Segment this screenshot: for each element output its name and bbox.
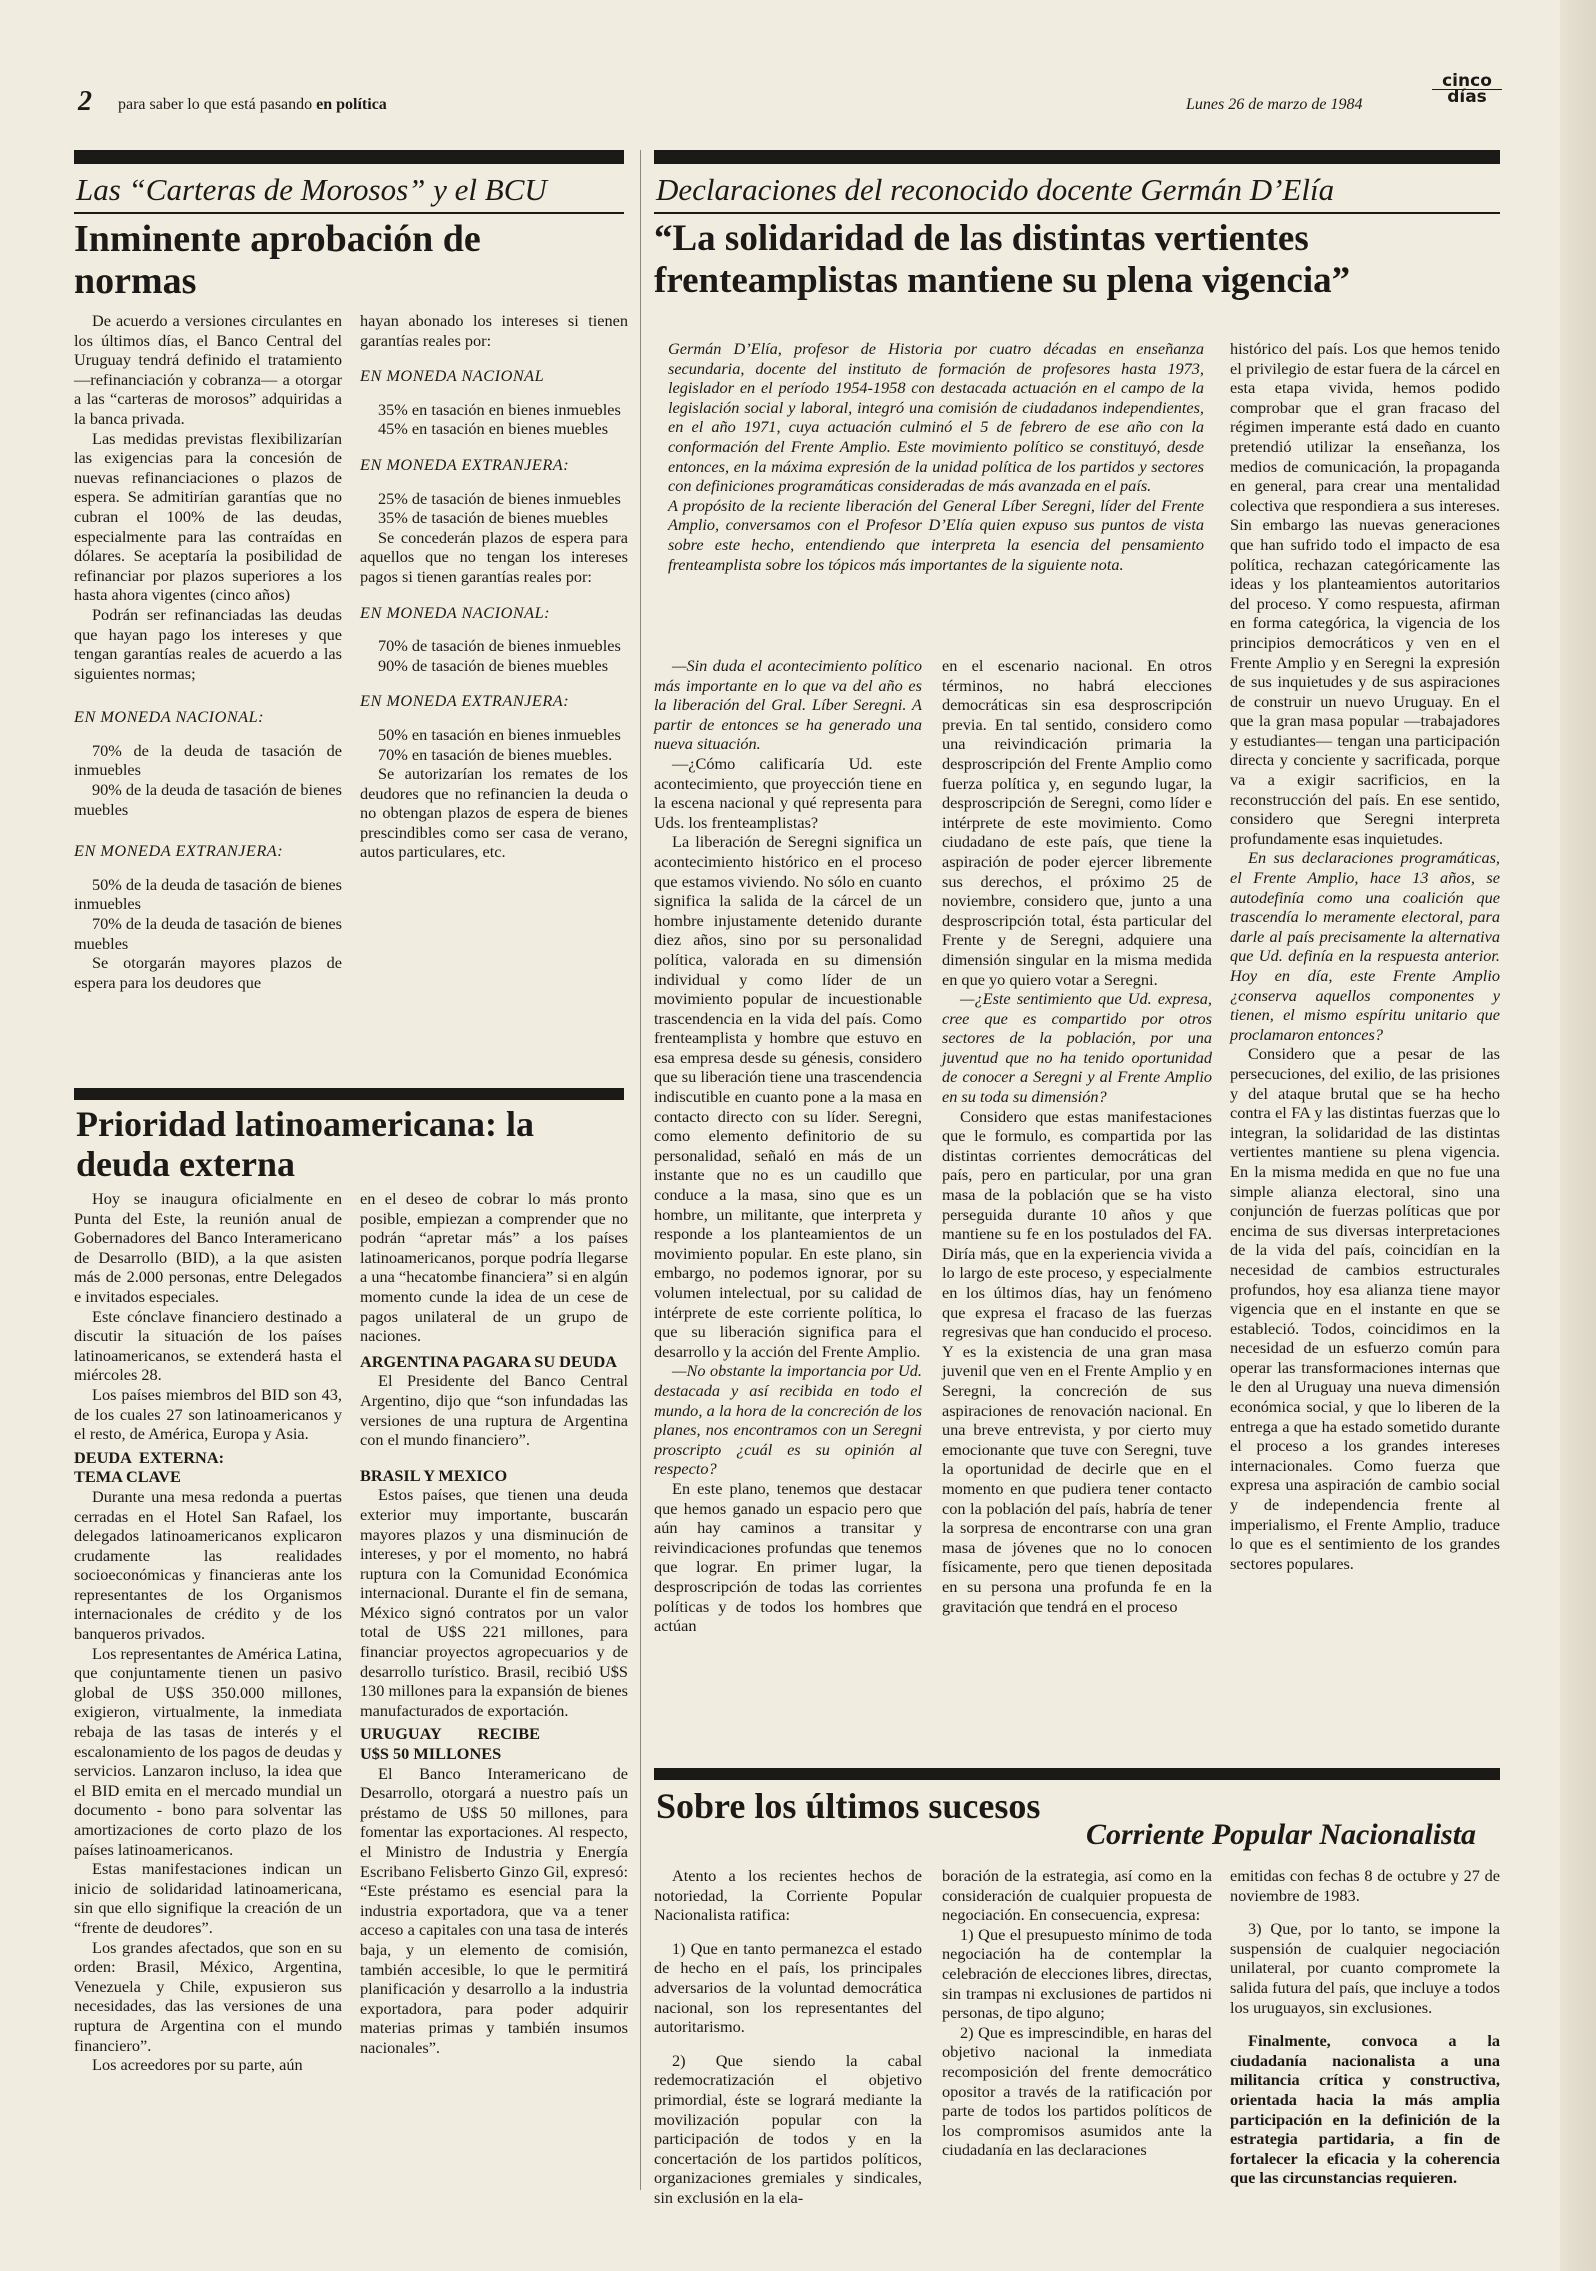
paragraph: —¿Cómo calificaría Ud. este acontecimiento, que proyección tiene en la escena nacional y qué representa para Uds. los frenteamplistas? — [654, 753, 922, 832]
paragraph: histórico del país. Los que hemos tenido el privilegio de estar fuera de la cárcel en esta etapa vivida, hemos podido comprobar que el gran fracaso del régimen imperante está dado en cuanto pretendió utilizar la enseñanza, los medios de comunicación, la propaganda en general, para crear una mentalidad colectiva que respondiera a sus intereses. Sin embargo las nuevas generaciones que han sufrido todo el impacto de esa política, rechazan categóricamente las ideas y los planteamientos autoritarios del proceso. Y como respuesta, afirman en forma categórica, la vigencia de los principios democráticos y ven en el Frente Amplio y en Seregni la expresión de sus inquietudes y de sus aspiraciones de construir un nuevo Uruguay. En el que la gran masa popular —trabajadores y estudiantes— tengan una participación directa y conciente y sacrificada, porque va a exigir sacrificios, en la reconstrucción del país. En ese sentido, considero que Seregni interpreta profundamente esas inquietudes. — [1230, 339, 1500, 848]
paragraph: De acuerdo a versiones circulantes en los últimos días, el Banco Central del Uruguay tendrá definido el tratamiento —refinanciación y cobranza— a otorgar a las “carteras de morosos” adquiridas a la banca privada. — [74, 311, 342, 428]
paragraph: boración de la estrategia, así como en la consideración de cualquier propuesta de negociación. En consecuencia, expresa: — [942, 1866, 1212, 1925]
article4-column-3 — [1230, 1866, 1500, 2188]
list-item: 25% de tasación de bienes inmuebles — [378, 488, 621, 508]
paragraph: La liberación de Seregni significa un acontecimiento histórico en el proceso que estamos viviendo. No sólo en cuanto significa la salida de la cárcel de un hombre injustamente detenido durante diez años, sino por su personalidad política, valorada en su dimensión individual y como líder de un movimiento popular de incuestionable trascendencia en la vida del país. Como frenteamplista y hombre que estuvo en esa empresa desde su génesis, considero que su liberación tiene una trascendencia indiscutible en cuanto pone a la masa en contacto directo con su líder. Seregni, como elemento definitorio de su personalidad, señaló en más de un instante que no es un caudillo que conduce a la masa, sino que es un hombre, un militante, que interpreta y responde a los planteamientos de un movimiento popular. En este plano, sin embargo, no podemos ignorar, por su volumen intelectual, por su calidad de intérprete de este corriente política, lo que su liberación significa para el desarrollo y la acción del Frente Amplio. — [654, 832, 922, 1361]
subheading: URUGUAY RECIBE U$S 50 MILLONES — [360, 1724, 540, 1764]
article1-top-rule — [74, 150, 624, 164]
paragraph: Este cónclave financiero destinado a discutir la situación de los países latinoamericanos, se extenderá hasta el miércoles 28. — [74, 1306, 342, 1385]
paragraph: Atento a los recientes hechos de notoriedad, la Corriente Popular Nacionalista ratifica: — [654, 1866, 922, 1925]
article4-top-rule — [654, 1768, 1500, 1780]
paragraph: Los grandes afectados, que son en su orden: Brasil, México, Argentina, Venezuela y Chile, expusieron sus necesidades, das las versiones de una ruptura de Argentina con el mundo financiero”. — [74, 1937, 342, 2055]
logo-line-2: días — [1447, 87, 1487, 107]
paragraph: 3) Que, por lo tanto, se impone la suspensión de cualquier negociación unilateral, por cuanto compromete la salida futura del país, que incluye a todos los uruguayos, sin exclusiones. — [1230, 1919, 1500, 2017]
subheading: EN MONEDA NACIONAL: — [74, 707, 265, 727]
paragraph: Finalmente, convoca a la ciudadanía nacionalista a una militancia crítica y constructiva, orientada hacia la más amplia participación en la definición de la estrategia partidaria, a fin de fortalecer la eficacia y la coherencia que las circunstancias requieren. — [1230, 2031, 1500, 2188]
article1-headline: Inminente aprobación de normas — [74, 218, 481, 302]
subheading: EN MONEDA EXTRANJERA: — [360, 454, 570, 474]
paragraph: Los acreedores por su parte, aún — [92, 2055, 303, 2075]
paragraph: en el escenario nacional. En otros términos, no habrá elecciones democráticas sin esa desproscripción previa. En tal sentido, considero como una reivindicación primaria la desproscripción del Frente Amplio como fuerza política y, en segundo lugar, la desproscripción de Seregni, como líder e intérprete de este movimiento. Como ciudadano de este país, que tiene la aspiración de poder ejercer libremente sus derechos, el próximo 25 de noviembre, considero que, junto a una desproscripción total, ésta particular del Frente y de Seregni, adquiere una dimensión singular en la misma medida en que yo quiero votar a Seregni. — [942, 656, 1212, 989]
article3-column-3 — [1230, 339, 1500, 1573]
question: —¿Este sentimiento que Ud. expresa, cree que es compartido por otros sectores de la población, por una juventud que no ha tenido oportunidad de conocer a Seregni y al Frente Amplio en su toda su dimensión? — [942, 989, 1212, 1107]
article2-top-rule — [74, 1088, 624, 1100]
subheading: EN MONEDA EXTRANJERA: — [74, 841, 284, 861]
list-item: 35% de tasación de bienes muebles — [378, 508, 609, 528]
article4-column-2 — [942, 1866, 1212, 2160]
subheading: EN MONEDA NACIONAL: — [360, 602, 551, 622]
intro-paragraph: A propósito de la reciente liberación del General Líber Seregni, líder del Frente Amplio, conversamos con el Profesor D’Elía quien expuso sus puntos de vista sobre este hecho, entendiendo que interpreta la esencia del pensamiento frenteamplista sobre los tópicos más importantes de la siguiente nota. — [668, 495, 1204, 574]
article4-subtitle: Corriente Popular Nacionalista — [1086, 1818, 1477, 1851]
article3-column-2 — [942, 656, 1212, 1616]
list-item: 70% de la deuda de tasación de bienes muebles — [74, 914, 342, 953]
list-item: 70% de la deuda de tasación de inmuebles — [74, 740, 342, 780]
question: En sus declaraciones programáticas, el Frente Amplio, hace 13 años, se autodefinía como una coalición que trascendía lo meramente electoral, para darle al país precisamente la alternativa que Ud. definía en la respuesta anterior. Hoy en día, este Frente Amplio ¿conserva aquellos componentes y tienen, el mismo espíritu unitario que proclamaron entonces? — [1230, 848, 1500, 1044]
list-item: Se autorizarían los remates de los deudores que no refinancien la deuda o no obtengan plazos de espera de bienes prescindibles como ser casa de verano, autos particulares, etc. — [360, 764, 628, 862]
paragraph: Considero que a pesar de las persecuciones, del exilio, de las prisiones y del ataque brutal que se ha hecho contra el FA y las distintas fuerzas que lo integran, la solidaridad de las distintas vertientes mantiene su plena vigencia. En la misma medida en que no fue una simple alianza electoral, sino una conjunción de fuerzas políticas que por encima de sus diversas interpretaciones de la vida del país, coincidían en la necesidad de cambios estructurales profundos, hoy esa alianza tiene mayor vigencia que en el instante en que se estableció. Todos, coincidimos en la necesidad de un esfuerzo común para operar las transformaciones internas que le den al Uruguay una nueva dimensión económica social, y que lo liberen de la entrega a que ha estado sometido durante el proceso a los grandes intereses internacionales. Como fuerza que expresa una aspiración de cambio social y de independencia frente al imperialismo, el Frente Amplio, traduce lo que es el sentimiento de los grandes sectores populares. — [1230, 1044, 1500, 1573]
list-item: 70% en tasación de bienes muebles. — [378, 744, 613, 764]
page-fold-edge — [1560, 0, 1596, 2271]
list-item: 45% en tasación en bienes muebles — [378, 419, 609, 439]
paragraph: emitidas con fechas 8 de octubre y 27 de noviembre de 1983. — [1230, 1866, 1500, 1905]
article4-column-1 — [654, 1866, 922, 2208]
list-item: Se otorgarán mayores plazos de espera para los deudores que — [74, 953, 342, 992]
article1-column-2 — [360, 311, 628, 862]
subheading: BRASIL Y MEXICO — [360, 1465, 508, 1485]
question: —No obstante la importancia por Ud. destacada y así recibida en todo el mundo, a la hora de la concreción de los planes, nos encontramos con un Seregni proscripto ¿cuál es su opinión al respecto? — [654, 1361, 922, 1479]
paragraph: hayan abonado los intereses si tienen garantías reales por: — [360, 311, 628, 350]
article2-column-1 — [74, 1189, 342, 2075]
paragraph: En este plano, tenemos que destacar que hemos ganado un espacio pero que aún hay caminos a transitar y reivindicaciones profundas que tenemos que lograr. En primer lugar, la desproscripción de todas las corrientes políticas y de todos los hombres que actúan — [654, 1478, 922, 1636]
list-item: 50% en tasación en bienes inmuebles — [378, 724, 621, 744]
paragraph: 1) Que en tanto permanezca el estado de hecho en el país, los principales adversarios de la voluntad democrática nacional, son los representantes del autoritarismo. — [654, 1938, 922, 2037]
article3-headline: “La solidaridad de las distintas vertientes frenteamplistas mantiene su plena vigencia” — [654, 218, 1351, 301]
paragraph: Estos países, que tienen una deuda exterior muy importante, buscarán mayores plazos y una disminución de intereses, y por el momento, no habrá ruptura con la Comunidad Económica internacional. Durante el fin de semana, México signó contratos por un valor total de U$S 221 millones, para financiar proyectos agropecuarios y de desarrollo turístico. Brasil, recibió U$S 130 millones para la expansión de bienes manufacturados de exportación. — [360, 1485, 628, 1720]
paragraph: 2) Que es imprescindible, en haras del objetivo nacional la inmediata recomposición del frente democrático opositor a través de la ratificación por parte de todos los partidos políticos de los compromisos asumidos ante la ciudadanía en las declaraciones — [942, 2022, 1212, 2160]
question: —Sin duda el acontecimiento político más importante en lo que va del año es la liberación del Gral. Líber Seregni. A partir de entonces se ha generado una nueva situación. — [654, 656, 922, 754]
subheading: ARGENTINA PAGARA SU DEUDA — [360, 1351, 618, 1371]
intro-paragraph: Germán D’Elía, profesor de Historia por cuatro décadas en enseñanza secundaria, docente del instituto de formación de profesores hasta 1973, legislador en el período 1954-1958 con destacada actuación en el campo de la legislación social y laboral, integró una comisión de ciudadanos independientes, en el año 1971, cuya actuación culminó el 5 de febrero de ese año con la conformación del Frente Amplio. Este movimiento político se constituyó, desde entonces, en la máxima expresión de la unidad política de los partidos y sectores con definiciones programáticas consideradas de más avanzada en el país. — [668, 339, 1204, 496]
section-line — [118, 96, 387, 114]
article3-kicker-rule — [654, 212, 1500, 214]
article3-kicker: Declaraciones del reconocido docente Germán D’Elía — [656, 172, 1335, 207]
column-divider — [640, 150, 641, 2190]
issue-date: Lunes 26 de marzo de 1984 — [1186, 96, 1363, 113]
list-item: 90% de la deuda de tasación de bienes muebles — [74, 780, 342, 819]
article3-column-1 — [654, 656, 922, 1636]
list-item: Se concederán plazos de espera para aquellos que no tengan los intereses pagos si tienen garantías reales por: — [360, 527, 628, 586]
paragraph: en el deseo de cobrar lo más pronto posible, empiezan a comprender que no podrán “apretar más” a los países latinoamericanos, porque podría llegarse a una “hecatombe financiera” si en algún momento cunde la idea de un cese de pagos unilateral de un grupo de naciones. — [360, 1189, 628, 1346]
list-item: 50% de la deuda de tasación de bienes inmuebles — [74, 874, 342, 914]
list-item: 35% en tasación en bienes inmuebles — [378, 399, 621, 419]
article2-headline: Prioridad latinoamericana: la deuda externa — [76, 1104, 534, 1184]
paragraph: Estas manifestaciones indican un inicio de solidaridad latinoamericana, sin que ello signifique la creación de un “frente de deudores”. — [74, 1859, 342, 1937]
paragraph: Podrán ser refinanciadas las deudas que hayan pago los intereses y que tengan garantías reales de acuerdo a las siguientes normas; — [74, 604, 342, 683]
list-item: 90% de tasación de bienes muebles — [378, 655, 609, 675]
section-text: para saber lo que está pasando — [118, 96, 313, 113]
article1-kicker-rule — [74, 212, 624, 214]
article3-intro — [668, 339, 1204, 574]
article2-column-2 — [360, 1189, 628, 2058]
paragraph: Durante una mesa redonda a puertas cerradas en el Hotel San Rafael, los delegados latinoamericanos explicaron crudamente las realidades socioeconómicas y financieras ante los representantes de los Organismos internacionales de crédito y de los banqueros privados. — [74, 1486, 342, 1644]
subheading: EN MONEDA NACIONAL — [360, 366, 545, 386]
article3-top-rule — [654, 150, 1500, 164]
article4-headline: Sobre los últimos sucesos — [656, 1786, 1041, 1826]
paragraph: Las medidas previstas flexibilizarían las exigencias para la concesión de nuevas refinanciaciones o plazos de espera. Se admitirían garantías que no cubran el 100% de las deudas, especialmente para las contraídas en dólares. Se aceptaría la posibilidad de refinanciar por plazos superiores a los hasta ahora vigentes (cinco años) — [74, 428, 342, 605]
list-item: 70% de tasación de bienes inmuebles — [378, 636, 621, 656]
paragraph: Hoy se inaugura oficialmente en Punta del Este, la reunión anual de Gobernadores del Banco Interamericano de Desarrollo (BID), a la que asisten más de 2.000 personas, entre Delegados e invitados especiales. — [74, 1189, 342, 1306]
subheading: DEUDA EXTERNA: TEMA CLAVE — [74, 1447, 224, 1487]
paragraph: Los representantes de América Latina, que conjuntamente tienen un pasivo global de U$S 350.000 millones, exigieron, virtualmente, la inmediata rebaja de las tasas de interés y el escalonamiento de los pagos de deudas y servicios. Lanzaron incluso, la idea que el BID emita en el mercado mundial un documento - bono para solventar las amortizaciones de corto plazo de los países latinoamericanos. — [74, 1643, 342, 1859]
paragraph: 2) Que siendo la cabal redemocratización el objetivo primordial, éste se logrará mediante la movilización popular con la participación de todos y en la concertación de los partidos políticos, organizaciones gremiales y sindicales, sin exclusión en la ela- — [654, 2050, 922, 2207]
newspaper-logo — [1432, 71, 1502, 107]
logo-line-1: cinco — [1432, 74, 1502, 90]
paragraph: 1) Que el presupuesto mínimo de toda negociación ha de contemplar la celebración de elecciones libres, directas, sin trampas ni exclusiones de partidos ni personas, de tipo alguno; — [942, 1924, 1212, 2023]
paragraph: Considero que estas manifestaciones que le formulo, es compartida por las distintas corrientes democráticas del país, pero en particular, por una gran masa de la población que se ha visto perseguida durante 10 años y que mantiene su fe en los postulados del FA. Diría más, que en la experiencia vivida a lo largo de este proceso, y especialmente en los últimos días, hay un fenómeno que expresa el fracaso de las fuerzas regresivas que han conducido el proceso. Y es la existencia de una gran masa juvenil que ven en el Frente Amplio y en Seregni, la concreción de sus aspiraciones de renovación nacional. En una breve entrevista, y por cierto muy emocionante que tuve con Seregni, tuve la oportunidad de decirle que en el momento en que pudiera tener contacto con la población del país, habría de tener la sorpresa de encontrarse con una gran masa de jóvenes que no lo conocen físicamente, pero que tienen depositada en su persona una profunda fe en la gravitación que tendrá en el proceso — [942, 1106, 1212, 1616]
subheading: EN MONEDA EXTRANJERA: — [360, 691, 570, 711]
page-number: 2 — [78, 86, 92, 117]
section-bold: en política — [316, 96, 387, 113]
article1-kicker: Las “Carteras de Morosos” y el BCU — [76, 172, 547, 207]
paragraph: El Presidente del Banco Central Argentino, dijo que “son infundadas las versiones de una ruptura de Argentina con el mundo financiero”. — [360, 1371, 628, 1450]
paragraph: El Banco Interamericano de Desarrollo, otorgará a nuestro país un préstamo de U$S 50 millones, para fomentar las exportaciones. Al respecto, el Ministro de Industria y Energía Escribano Felisberto Ginzo Gil, expresó: “Este préstamo es esencial para la industria exportadora, que va a tener acceso a capitales con una tasa de interés baja, y un elemento de comisión, también accesible, lo que le permitirá planificación y desarrollo a la industria exportadora, para poder adquirir materias primas y también insumos nacionales”. — [360, 1763, 628, 2057]
article1-column-1 — [74, 311, 342, 992]
paragraph: Los países miembros del BID son 43, de los cuales 27 son latinoamericanos y el resto, de América, Europa y Asia. — [74, 1384, 342, 1444]
